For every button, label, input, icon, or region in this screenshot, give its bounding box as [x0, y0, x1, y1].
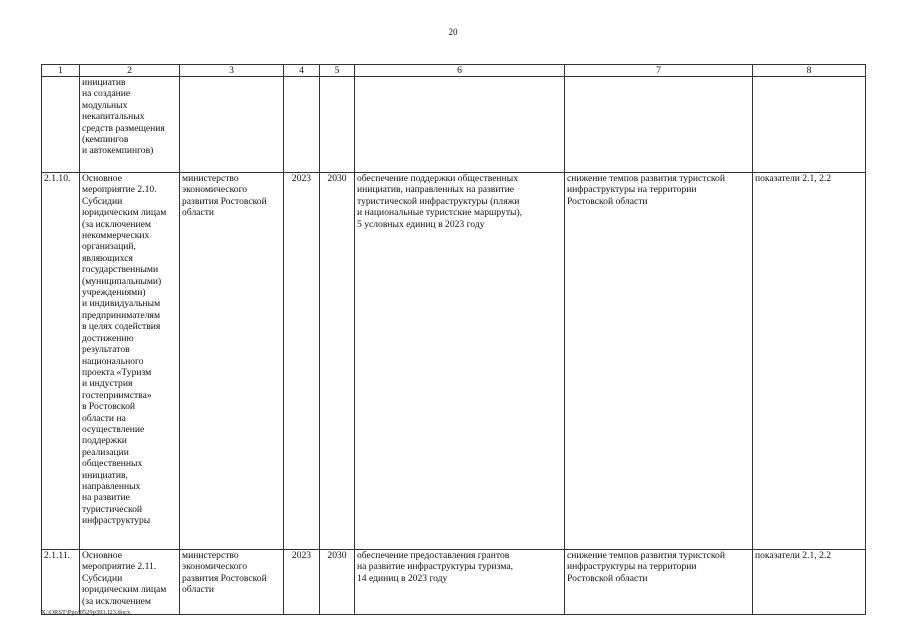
activity-expected-result: обеспечение предоставления грантов на развитие инфраструктуры туризма, 14 единиц в 2023 году	[355, 550, 565, 615]
activity-name: инициатив на создание модульных некапитальных средств размещения (кемпингов и автокемпингов)	[80, 77, 180, 173]
column-header: 1	[42, 65, 80, 77]
activity-indicators: показатели 2.1, 2.2	[753, 173, 866, 550]
activity-end-year	[320, 77, 355, 173]
column-header: 5	[320, 65, 355, 77]
activity-indicators: показатели 2.1, 2.2	[753, 550, 866, 615]
activity-end-year: 2030	[320, 550, 355, 615]
column-header: 7	[565, 65, 753, 77]
column-header: 3	[180, 65, 284, 77]
activity-start-year	[284, 77, 320, 173]
column-header: 8	[753, 65, 866, 77]
page-number: 20	[448, 27, 458, 37]
activity-indicators	[753, 77, 866, 173]
activity-consequences: снижение темпов развития туристской инфраструктуры на территории Ростовской области	[565, 173, 753, 550]
activity-consequences	[565, 77, 753, 173]
table-row	[42, 550, 866, 615]
activity-name: Основное мероприятие 2.11. Субсидии юридическим лицам (за исключением	[80, 550, 180, 615]
activity-executor: министерство экономического развития Ростовской области	[180, 550, 284, 615]
activity-expected-result	[355, 77, 565, 173]
table-row	[42, 173, 866, 550]
program-activities-table	[41, 64, 866, 615]
activity-name: Основное мероприятие 2.10. Субсидии юридическим лицам (за исключением некоммерческих организаций, являющихся государственными (муниципальными) учреждениями) и индивидуальным предпринимателям в целях содействия достижению результатов национального проекта «Туризм и индустрия гостеприимства» в Ростовской области на осуществление поддержки реализации общественных инициатив, направленных на развитие туристической инфраструктуры	[80, 173, 180, 550]
footer-file-path: X:\ORST\Ppo\0529p393.f23.docx	[41, 609, 131, 616]
activity-number	[42, 77, 80, 173]
activity-start-year: 2023	[284, 550, 320, 615]
header-row	[42, 65, 866, 77]
activity-expected-result: обеспечение поддержки общественных инициатив, направленных на развитие туристической инфраструктуры (пляжи и национальные туристские маршруты), 5 условных единиц в 2023 году	[355, 173, 565, 550]
activity-number: 2.1.11.	[42, 550, 80, 615]
column-header: 2	[80, 65, 180, 77]
table-row	[42, 77, 866, 173]
activity-executor: министерство экономического развития Ростовской области	[180, 173, 284, 550]
activity-executor	[180, 77, 284, 173]
column-header: 4	[284, 65, 320, 77]
activity-start-year: 2023	[284, 173, 320, 550]
activity-end-year: 2030	[320, 173, 355, 550]
activity-number: 2.1.10.	[42, 173, 80, 550]
activity-consequences: снижение темпов развития туристской инфраструктуры на территории Ростовской области	[565, 550, 753, 615]
column-header: 6	[355, 65, 565, 77]
